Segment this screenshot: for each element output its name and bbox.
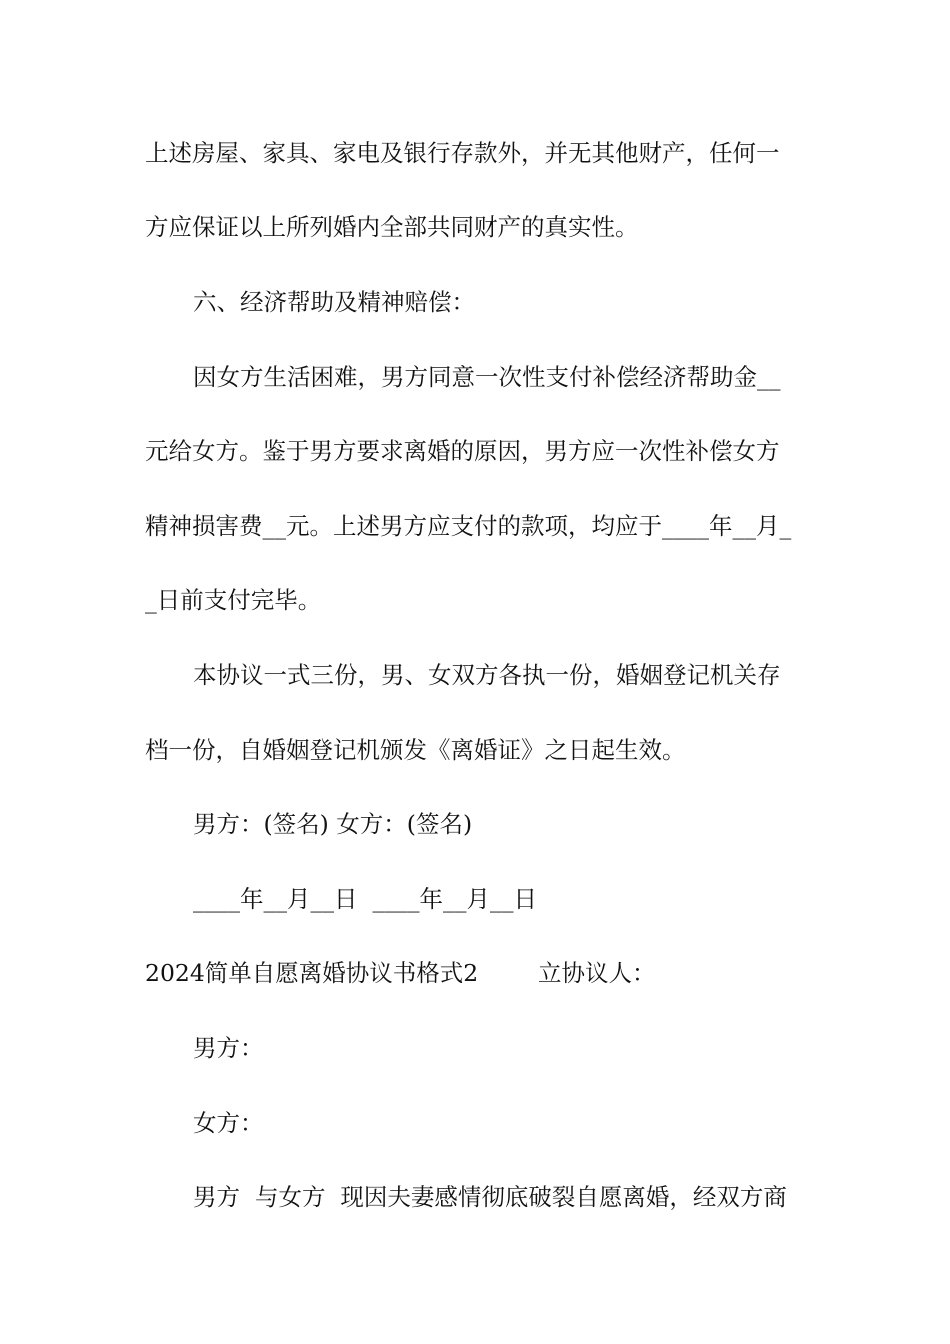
paragraph-line: 元给女方。鉴于男方要求离婚的原因，男方应一次性补偿女方 [145,437,780,465]
section-title: 2024简单自愿离婚协议书格式2 立协议人： [145,959,656,987]
paragraph-line: 方应保证以上所列婚内全部共同财产的真实性。 [145,213,639,241]
paragraph-line: 档一份，自婚姻登记机颁发《离婚证》之日起生效。 [145,736,686,764]
paragraph-line: 精神损害费__元。上述男方应支付的款项，均应于____年__月_ [145,512,792,540]
party-male-label: 男方： [193,1034,264,1062]
date-line: ____年__月__日 ____年__月__日 [193,885,537,913]
section-heading: 六、经济帮助及精神赔偿： [193,288,475,316]
paragraph-line: 因女方生活困难，男方同意一次性支付补偿经济帮助金__ [193,363,781,391]
party-female-label: 女方： [193,1109,264,1137]
paragraph-line: 男方 与女方 现因夫妻感情彻底破裂自愿离婚，经双方商 [193,1183,787,1211]
signature-line: 男方：(签名) 女方：(签名) [193,810,473,838]
paragraph-line: _日前支付完毕。 [145,586,322,614]
paragraph-line: 本协议一式三份，男、女双方各执一份，婚姻登记机关存 [193,661,781,689]
paragraph-line: 上述房屋、家具、家电及银行存款外，并无其他财产，任何一 [145,139,780,167]
